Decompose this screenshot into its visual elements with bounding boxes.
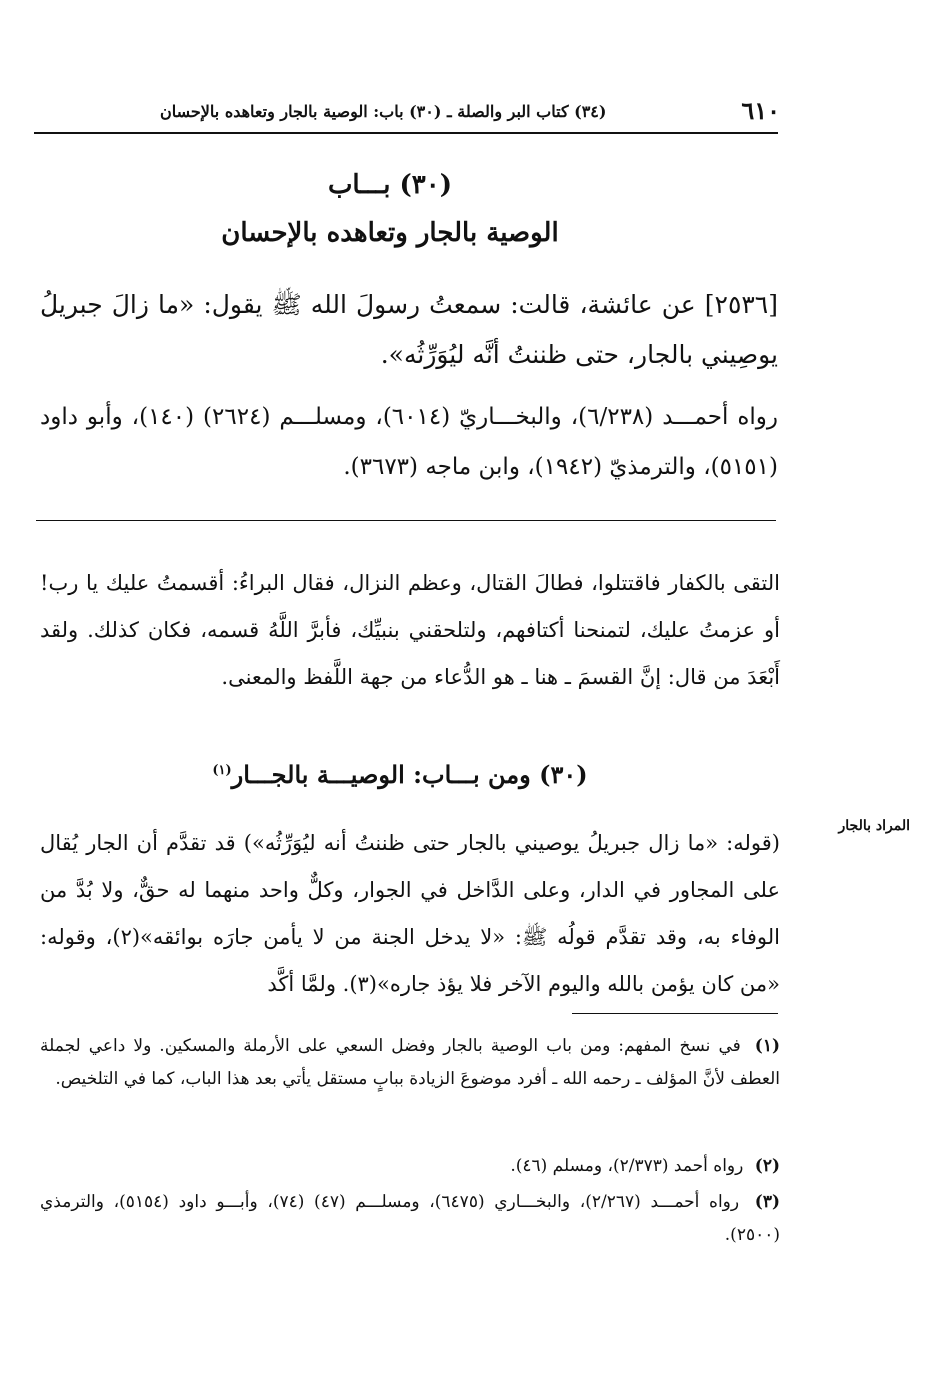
commentary-paragraph: (قوله: «ما زال جبريلُ يوصيني بالجار حتى ظننتُ أنه ليُوَرِّثُه») قد تقدَّم أن الجار يُقال على المجاور في الدار، وعلى الدَّاخل في الجوار، وكلٌّ واحد منهما له حقٌّ، ولا بُدَّ من الوفاء به، وقد تقدَّم قولُه ﷺ: «لا يدخل الجنة من لا يأمن جارَه بوائقه»(٢)، وقوله: «من كان يؤمن بالله واليوم الآخر فلا يؤذ جاره»(٣). ولمَّا أكَّد [40, 831, 780, 996]
footnote-text: رواه أحمـــد (٢/٢٦٧)، والبخـــاري (٦٤٧٥)، ومسلـــم (٤٧) (٧٤)، وأبـــو داود (٥١٥٤)، والترمذي (٢٥٠٠). [40, 1192, 780, 1245]
chapter-heading: (٣٠) بـــاب [327, 170, 453, 200]
section-heading [120, 760, 680, 789]
section-heading-text: (٣٠) ومن بـــاب: الوصيـــة بالجـــار [231, 760, 588, 789]
commentary-paragraph: التقى بالكفار فاقتتلوا، فطالَ القتال، وعظم النزال، فقال البراءُ: أقسمتُ عليك يا رب! أو عزمتُ عليك، لتمنحنا أكتافهم، ولتلحقني بنبيِّك، فأبرَّ اللَّهُ قسمه، فكان كذلك. ولقد أَبْعَدَ من قال: إنَّ القسمَ ـ هنا ـ هو الدُّعاء من جهة اللَّفظ والمعنى. [40, 571, 780, 689]
footnote-number: (٢) [754, 1156, 780, 1176]
running-header-title: (٣٤) كتاب البر والصلة ـ (٣٠) باب: الوصية بالجار وتعاهده بالإحسان [160, 102, 607, 121]
footnote-ref: (١) [212, 763, 232, 778]
hadith-source: رواه أحمـــد (٦/٢٣٨)، والبخـــاريّ (٦٠١٤)، ومسلـــم (٢٦٢٤) (١٤٠)، وأبو داود (٥١٥١)، والترمذيّ (١٩٤٢)، وابن ماجه (٣٦٧٣). [40, 404, 778, 480]
hadith-text: [٢٥٣٦] عن عائشة، قالت: سمعتُ رسولَ الله ﷺ يقول: «ما زالَ جبريلُ يوصِيني بالجار، حتى ظننتُ أنَّه ليُوَرِّثُه». [40, 290, 778, 369]
footnote-divider [572, 1013, 778, 1014]
footnote [40, 1150, 780, 1184]
header-divider [34, 132, 778, 134]
footnote [40, 1186, 780, 1256]
footnote [40, 1030, 780, 1130]
footnote-number: (١) [754, 1036, 781, 1056]
running-header [40, 96, 780, 128]
chapter-subtitle: الوصية بالجار وتعاهده بالإحسان [221, 218, 559, 248]
page-number: ٦١٠ [741, 96, 780, 125]
marginal-note: المراد بالجار [838, 818, 910, 834]
footnote-number: (٣) [754, 1192, 780, 1212]
footnote-text: رواه أحمد (٢/٣٧٣)، ومسلم (٤٦). [510, 1156, 744, 1176]
section-divider [36, 520, 776, 521]
footnote-text: في نسخ المفهم: ومن باب الوصية بالجار وفضل السعي على الأرملة والمسكين. ولا داعي لجملة العطف لأنَّ المؤلف ـ رحمه الله ـ أفرد موضوعَ الزيادة ببابٍ مستقل يأتي بعد هذا الباب، كما في التلخيص. [40, 1036, 780, 1089]
